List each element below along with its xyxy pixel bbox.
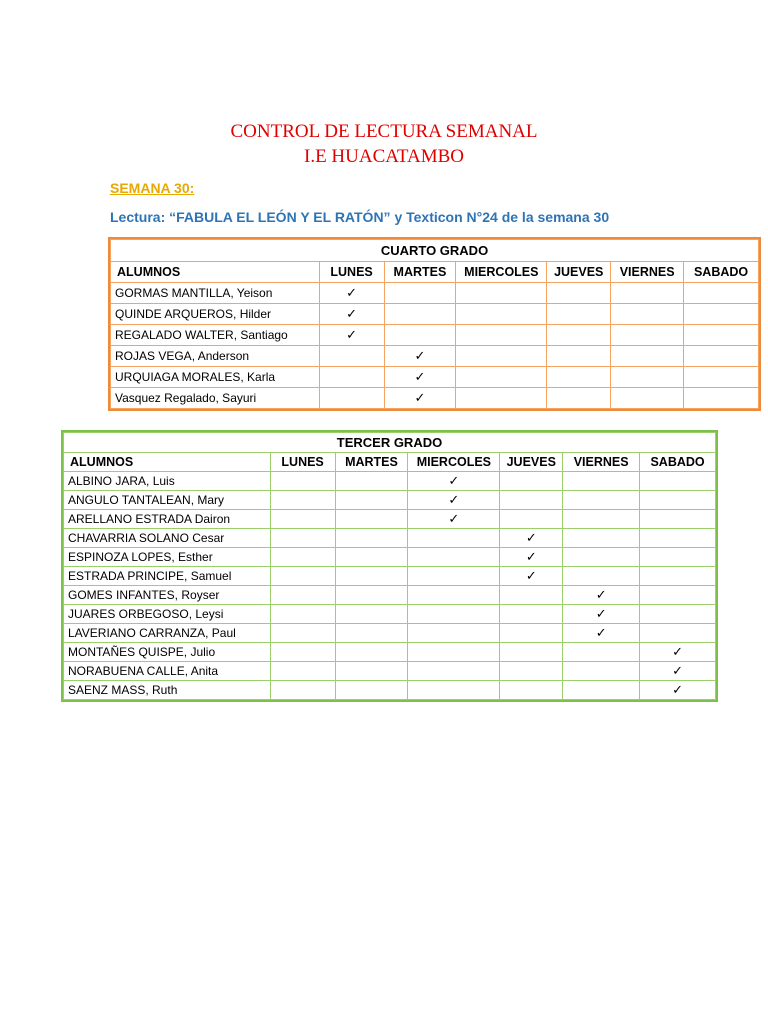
empty-cell bbox=[456, 304, 547, 325]
table-row bbox=[111, 325, 759, 346]
table-row bbox=[111, 388, 759, 409]
empty-cell bbox=[270, 567, 335, 586]
student-name: GORMAS MANTILLA, Yeison bbox=[111, 283, 320, 304]
reading-title: Lectura: “FABULA EL LEÓN Y EL RATÓN” y Texticon N°24 de la semana 30 bbox=[110, 209, 610, 225]
check-icon: ✓ bbox=[640, 681, 716, 700]
check-icon: ✓ bbox=[319, 304, 384, 325]
column-header: ALUMNOS bbox=[64, 453, 271, 472]
empty-cell bbox=[563, 472, 640, 491]
check-icon: ✓ bbox=[640, 643, 716, 662]
table-row bbox=[64, 548, 716, 567]
empty-cell bbox=[611, 367, 684, 388]
student-name: JUARES ORBEGOSO, Leysi bbox=[64, 605, 271, 624]
check-icon: ✓ bbox=[563, 605, 640, 624]
check-icon: ✓ bbox=[384, 367, 456, 388]
empty-cell bbox=[684, 367, 759, 388]
empty-cell bbox=[384, 325, 456, 346]
empty-cell bbox=[640, 472, 716, 491]
empty-cell bbox=[270, 510, 335, 529]
empty-cell bbox=[563, 491, 640, 510]
column-header: LUNES bbox=[270, 453, 335, 472]
student-name: LAVERIANO CARRANZA, Paul bbox=[64, 624, 271, 643]
empty-cell bbox=[408, 681, 500, 700]
student-name: ALBINO JARA, Luis bbox=[64, 472, 271, 491]
empty-cell bbox=[547, 346, 611, 367]
empty-cell bbox=[684, 388, 759, 409]
empty-cell bbox=[500, 643, 563, 662]
empty-cell bbox=[640, 491, 716, 510]
empty-cell bbox=[335, 586, 408, 605]
check-icon: ✓ bbox=[319, 283, 384, 304]
student-name: ESTRADA PRINCIPE, Samuel bbox=[64, 567, 271, 586]
column-header: SABADO bbox=[640, 453, 716, 472]
empty-cell bbox=[335, 472, 408, 491]
empty-cell bbox=[563, 548, 640, 567]
empty-cell bbox=[270, 472, 335, 491]
table-caption: TERCER GRADO bbox=[64, 433, 716, 453]
student-name: ROJAS VEGA, Anderson bbox=[111, 346, 320, 367]
column-header: MARTES bbox=[335, 453, 408, 472]
student-name: URQUIAGA MORALES, Karla bbox=[111, 367, 320, 388]
empty-cell bbox=[270, 586, 335, 605]
empty-cell bbox=[408, 586, 500, 605]
empty-cell bbox=[456, 283, 547, 304]
empty-cell bbox=[640, 567, 716, 586]
check-icon: ✓ bbox=[500, 529, 563, 548]
table-row bbox=[64, 643, 716, 662]
empty-cell bbox=[611, 325, 684, 346]
table-caption: CUARTO GRADO bbox=[111, 240, 759, 262]
empty-cell bbox=[684, 325, 759, 346]
empty-cell bbox=[270, 529, 335, 548]
table-row bbox=[111, 283, 759, 304]
student-name: GOMES INFANTES, Royser bbox=[64, 586, 271, 605]
check-icon: ✓ bbox=[319, 325, 384, 346]
empty-cell bbox=[500, 510, 563, 529]
check-icon: ✓ bbox=[384, 346, 456, 367]
table-row bbox=[111, 304, 759, 325]
table-row bbox=[64, 605, 716, 624]
empty-cell bbox=[563, 681, 640, 700]
column-header: LUNES bbox=[319, 262, 384, 283]
empty-cell bbox=[408, 624, 500, 643]
empty-cell bbox=[500, 662, 563, 681]
page-title: CONTROL DE LECTURA SEMANAL bbox=[230, 121, 538, 142]
student-name: Vasquez Regalado, Sayuri bbox=[111, 388, 320, 409]
student-name: MONTAÑES QUISPE, Julio bbox=[64, 643, 271, 662]
cuarto-grado-table bbox=[110, 239, 759, 409]
tercer-grado-table bbox=[63, 432, 716, 700]
student-name: ANGULO TANTALEAN, Mary bbox=[64, 491, 271, 510]
table-row bbox=[64, 472, 716, 491]
empty-cell bbox=[270, 548, 335, 567]
empty-cell bbox=[500, 586, 563, 605]
empty-cell bbox=[563, 643, 640, 662]
empty-cell bbox=[500, 472, 563, 491]
empty-cell bbox=[563, 567, 640, 586]
empty-cell bbox=[547, 304, 611, 325]
empty-cell bbox=[408, 605, 500, 624]
column-header: MIERCOLES bbox=[408, 453, 500, 472]
empty-cell bbox=[408, 662, 500, 681]
empty-cell bbox=[611, 283, 684, 304]
column-header: VIERNES bbox=[611, 262, 684, 283]
empty-cell bbox=[408, 567, 500, 586]
table-row bbox=[64, 510, 716, 529]
empty-cell bbox=[456, 367, 547, 388]
empty-cell bbox=[456, 388, 547, 409]
student-name: SAENZ MASS, Ruth bbox=[64, 681, 271, 700]
empty-cell bbox=[547, 367, 611, 388]
empty-cell bbox=[611, 346, 684, 367]
empty-cell bbox=[500, 491, 563, 510]
empty-cell bbox=[270, 643, 335, 662]
empty-cell bbox=[408, 529, 500, 548]
empty-cell bbox=[684, 346, 759, 367]
column-header: JUEVES bbox=[547, 262, 611, 283]
empty-cell bbox=[335, 548, 408, 567]
column-header: SABADO bbox=[684, 262, 759, 283]
check-icon: ✓ bbox=[408, 491, 500, 510]
empty-cell bbox=[335, 624, 408, 643]
empty-cell bbox=[611, 304, 684, 325]
empty-cell bbox=[563, 510, 640, 529]
empty-cell bbox=[408, 548, 500, 567]
empty-cell bbox=[684, 304, 759, 325]
student-name: ARELLANO ESTRADA Dairon bbox=[64, 510, 271, 529]
check-icon: ✓ bbox=[384, 388, 456, 409]
empty-cell bbox=[547, 283, 611, 304]
check-icon: ✓ bbox=[500, 567, 563, 586]
empty-cell bbox=[408, 643, 500, 662]
empty-cell bbox=[500, 624, 563, 643]
empty-cell bbox=[335, 605, 408, 624]
empty-cell bbox=[563, 529, 640, 548]
student-name: ESPINOZA LOPES, Esther bbox=[64, 548, 271, 567]
column-header: ALUMNOS bbox=[111, 262, 320, 283]
empty-cell bbox=[335, 681, 408, 700]
empty-cell bbox=[611, 388, 684, 409]
empty-cell bbox=[335, 491, 408, 510]
student-name: QUINDE ARQUEROS, Hilder bbox=[111, 304, 320, 325]
column-header: JUEVES bbox=[500, 453, 563, 472]
column-header: MARTES bbox=[384, 262, 456, 283]
empty-cell bbox=[335, 510, 408, 529]
empty-cell bbox=[640, 605, 716, 624]
empty-cell bbox=[384, 283, 456, 304]
empty-cell bbox=[563, 662, 640, 681]
empty-cell bbox=[270, 491, 335, 510]
empty-cell bbox=[640, 510, 716, 529]
table-row bbox=[111, 346, 759, 367]
empty-cell bbox=[500, 605, 563, 624]
empty-cell bbox=[640, 586, 716, 605]
check-icon: ✓ bbox=[408, 510, 500, 529]
check-icon: ✓ bbox=[563, 624, 640, 643]
table-row bbox=[64, 681, 716, 700]
cuarto-grado-body bbox=[111, 240, 759, 409]
check-icon: ✓ bbox=[500, 548, 563, 567]
check-icon: ✓ bbox=[640, 662, 716, 681]
empty-cell bbox=[319, 367, 384, 388]
empty-cell bbox=[270, 662, 335, 681]
student-name: REGALADO WALTER, Santiago bbox=[111, 325, 320, 346]
student-name: NORABUENA CALLE, Anita bbox=[64, 662, 271, 681]
empty-cell bbox=[500, 681, 563, 700]
table-row bbox=[64, 624, 716, 643]
empty-cell bbox=[335, 643, 408, 662]
student-name: CHAVARRIA SOLANO Cesar bbox=[64, 529, 271, 548]
table-row bbox=[64, 567, 716, 586]
empty-cell bbox=[335, 529, 408, 548]
table-row bbox=[64, 529, 716, 548]
empty-cell bbox=[270, 605, 335, 624]
column-header: VIERNES bbox=[563, 453, 640, 472]
check-icon: ✓ bbox=[408, 472, 500, 491]
school-name: I.E HUACATAMBO bbox=[304, 146, 464, 167]
empty-cell bbox=[456, 346, 547, 367]
empty-cell bbox=[270, 681, 335, 700]
empty-cell bbox=[270, 624, 335, 643]
empty-cell bbox=[384, 304, 456, 325]
table-row bbox=[64, 491, 716, 510]
week-label: SEMANA 30: bbox=[110, 180, 195, 196]
empty-cell bbox=[640, 548, 716, 567]
empty-cell bbox=[335, 662, 408, 681]
tercer-grado-body bbox=[64, 433, 716, 700]
table-row bbox=[64, 586, 716, 605]
empty-cell bbox=[684, 283, 759, 304]
empty-cell bbox=[456, 325, 547, 346]
check-icon: ✓ bbox=[563, 586, 640, 605]
table-row bbox=[111, 367, 759, 388]
empty-cell bbox=[547, 388, 611, 409]
empty-cell bbox=[640, 529, 716, 548]
empty-cell bbox=[319, 388, 384, 409]
table-row bbox=[64, 662, 716, 681]
empty-cell bbox=[335, 567, 408, 586]
empty-cell bbox=[640, 624, 716, 643]
column-header: MIERCOLES bbox=[456, 262, 547, 283]
empty-cell bbox=[547, 325, 611, 346]
empty-cell bbox=[319, 346, 384, 367]
